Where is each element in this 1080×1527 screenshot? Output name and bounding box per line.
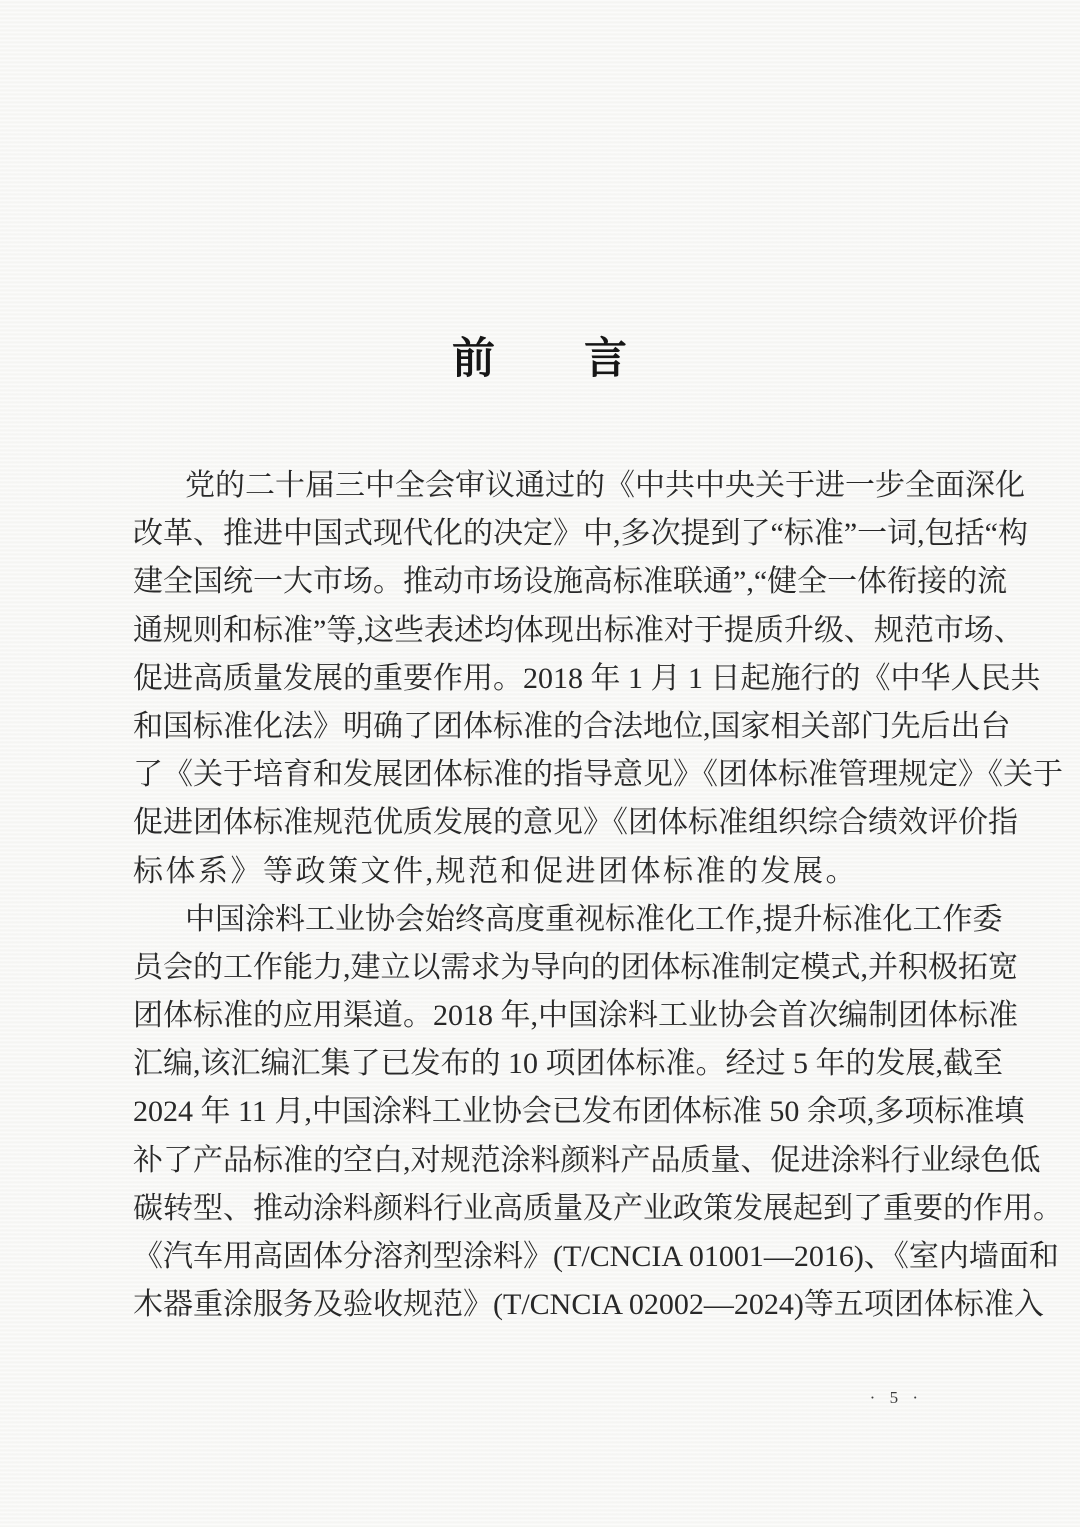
text-line: 中国涂料工业协会始终高度重视标准化工作,提升标准化工作委: [185, 902, 1003, 936]
text-line: 碳转型、推动涂料颜料行业高质量及产业政策发展起到了重要的作用。: [133, 1191, 1063, 1225]
text-line: 了《关于培育和发展团体标准的指导意见》《团体标准管理规定》《关于: [133, 758, 1063, 792]
text-line: 标体系》等政策文件,规范和促进团体标准的发展。: [133, 854, 858, 888]
text-line: 促进高质量发展的重要作用。2018 年 1 月 1 日起施行的《中华人民共: [133, 661, 1041, 695]
text-line: 党的二十届三中全会审议通过的《中共中央关于进一步全面深化: [185, 469, 1025, 502]
text-line: 汇编,该汇编汇集了已发布的 10 项团体标准。经过 5 年的发展,截至: [133, 1047, 1003, 1081]
text-line: 和国标准化法》明确了团体标准的合法地位,国家相关部门先后出台: [133, 709, 1011, 743]
page-title: 前 言: [452, 336, 628, 383]
text-line: 《汽车用高固体分溶剂型涂料》(T/CNCIA 01001—2016)、《室内墙面和: [133, 1240, 1059, 1273]
text-line: 建全国统一大市场。推动市场设施高标准联通”,“健全一体衔接的流: [133, 565, 1008, 599]
text-line: 促进团体标准规范优质发展的意见》《团体标准组织综合绩效评价指: [133, 806, 1018, 840]
document-body: [133, 462, 1063, 1329]
text-line: 2024 年 11 月,中国涂料工业协会已发布团体标准 50 余项,多项标准填: [133, 1095, 1025, 1129]
text-line: 改革、推进中国式现代化的决定》中,多次提到了“标准”一词,包括“构: [133, 517, 1028, 551]
text-line: 通规则和标准”等,这些表述均体现出标准对于提质升级、规范市场、: [133, 613, 1024, 647]
text-line: 员会的工作能力,建立以需求为导向的团体标准制定模式,并积极拓宽: [133, 950, 1018, 984]
page-number: · 5 ·: [869, 1388, 923, 1407]
text-line: 团体标准的应用渠道。2018 年,中国涂料工业协会首次编制团体标准: [133, 999, 1018, 1033]
text-line: 补了产品标准的空白,对规范涂料颜料产品质量、促进涂料行业绿色低: [133, 1143, 1041, 1177]
text-line: 木器重涂服务及验收规范》(T/CNCIA 02002—2024)等五项团体标准入: [133, 1288, 1044, 1322]
